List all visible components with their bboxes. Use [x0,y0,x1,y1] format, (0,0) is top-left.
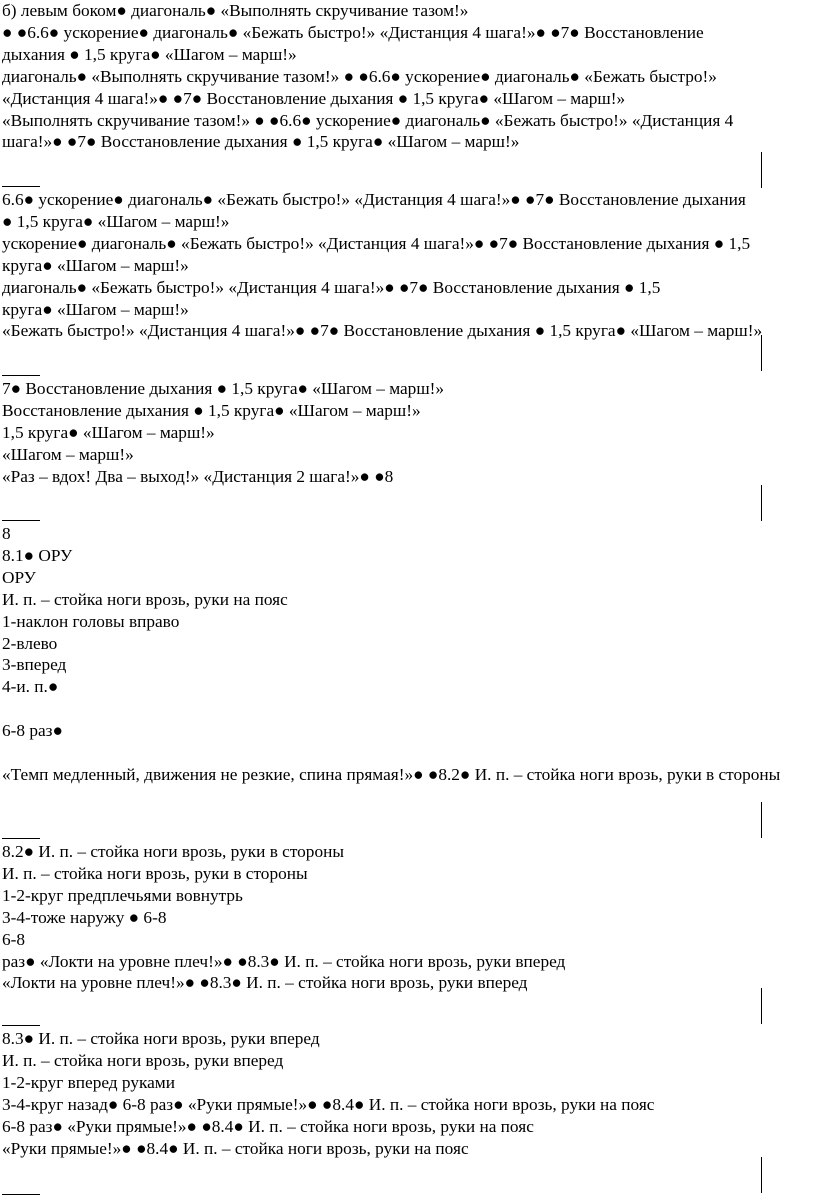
text-block-5 [2,841,814,994]
margin-bar [761,802,762,838]
text-block-6 [2,1028,814,1159]
text-line: 8.3● И. п. – стойка ноги врозь, руки вперед [2,1029,320,1048]
margin-bar [761,152,762,188]
text-line: И. п. – стойка ноги врозь, руки на пояс [2,589,288,609]
text-line: 8 [2,524,11,543]
text-line: 2-влево [2,633,58,653]
text-line: 1,5 круга● «Шагом – марш!» [2,422,215,442]
text-line: 1-2-круг вперед руками [2,1072,175,1092]
text-paragraph: «Темп медленный, движения не резкие, спина прямая!»● ●8.2● И. п. – стойка ноги врозь, руки в стороны [2,764,781,784]
text-line: ● 1,5 круга● «Шагом – марш!» [2,211,230,231]
text-line: дыхания ● 1,5 круга● «Шагом – марш!» [2,44,297,64]
text-block-4 [2,523,814,786]
text-line: «Шагом – марш!» [2,444,134,464]
blank-line [2,742,814,764]
margin-bar [761,1157,762,1193]
text-line: ● ●6.6● ускорение● диагональ● «Бежать быстро!» «Дистанция 4 шага!»● ●7● Восстановление [2,22,704,42]
blank-line [2,698,814,720]
margin-bar [761,485,762,521]
text-line: «Бежать быстро!» «Дистанция 4 шага!»● ●7● Восстановление дыхания ● 1,5 круга● «Шагом – марш!» [2,321,763,341]
text-line: б) левым боком● диагональ● «Выполнять скручивание тазом!» [2,1,469,20]
footnote-rule [2,375,40,376]
text-line: 6-8 [2,929,26,949]
text-line: круга● «Шагом – марш!» [2,299,189,319]
text-line: 3-вперед [2,655,67,675]
text-line: 6-8 раз● «Руки прямые!»● ●8.4● И. п. – стойка ноги врозь, руки на пояс [2,1116,534,1136]
text-line: «Руки прямые!»● ●8.4● И. п. – стойка ноги врозь, руки на пояс [2,1138,469,1158]
margin-bar [761,988,762,1024]
text-line: «Раз – вдох! Два – выход!» «Дистанция 2 шага!»● ●8 [2,466,394,486]
text-line: И. п. – стойка ноги врозь, руки в стороны [2,863,308,883]
text-line: «Дистанция 4 шага!»● ●7● Восстановление дыхания ● 1,5 круга● «Шагом – марш!» [2,88,626,108]
text-line: 7● Восстановление дыхания ● 1,5 круга● «Шагом – марш!» [2,379,445,398]
text-line: 3-4-тоже наружу ● 6-8 [2,907,167,927]
text-line: 8.2● И. п. – стойка ноги врозь, руки в стороны [2,842,344,861]
footnote-rule [2,838,40,839]
footnote-rule [2,186,40,187]
footnote-rule [2,520,40,521]
text-line: диагональ● «Бежать быстро!» «Дистанция 4 шага!»● ●7● Восстановление дыхания ● 1,5 [2,277,661,297]
text-line: 1-2-круг предплечьями вовнутрь [2,885,243,905]
text-block-1 [2,0,814,153]
text-line: 3-4-круг назад● 6-8 раз● «Руки прямые!»● ●8.4● И. п. – стойка ноги врозь, руки на пояс [2,1094,655,1114]
text-line: шага!»● ●7● Восстановление дыхания ● 1,5 круга● «Шагом – марш!» [2,132,520,152]
text-line: Восстановление дыхания ● 1,5 круга● «Шагом – марш!» [2,400,421,420]
text-line: 6.6● ускорение● диагональ● «Бежать быстро!» «Дистанция 4 шага!»● ●7● Восстановление дыхания [2,190,746,209]
text-line: 6-8 раз● [2,721,63,741]
text-line: 4-и. п.● [2,677,59,697]
text-line: «Локти на уровне плеч!»● ●8.3● И. п. – стойка ноги врозь, руки вперед [2,973,528,993]
text-line: И. п. – стойка ноги врозь, руки вперед [2,1050,284,1070]
footnote-rule [2,1025,40,1026]
text-line: ускорение● диагональ● «Бежать быстро!» «Дистанция 4 шага!»● ●7● Восстановление дыхания ● 1,5 [2,233,751,253]
text-block-3 [2,378,814,488]
text-line: круга● «Шагом – марш!» [2,255,189,275]
text-line: 8.1● ОРУ [2,545,73,565]
text-line: 1-наклон головы вправо [2,611,180,631]
margin-bar [761,335,762,371]
text-line: раз● «Локти на уровне плеч!»● ●8.3● И. п. – стойка ноги врозь, руки вперед [2,951,566,971]
text-line: диагональ● «Выполнять скручивание тазом!» ● ●6.6● ускорение● диагональ● «Бежать быстро!» [2,66,717,86]
text-line: «Выполнять скручивание тазом!» ● ●6.6● ускорение● диагональ● «Бежать быстро!» «Дистанция 4 [2,110,734,130]
text-block-2 [2,189,814,342]
text-line: ОРУ [2,567,36,587]
footnote-rule [2,1194,40,1195]
